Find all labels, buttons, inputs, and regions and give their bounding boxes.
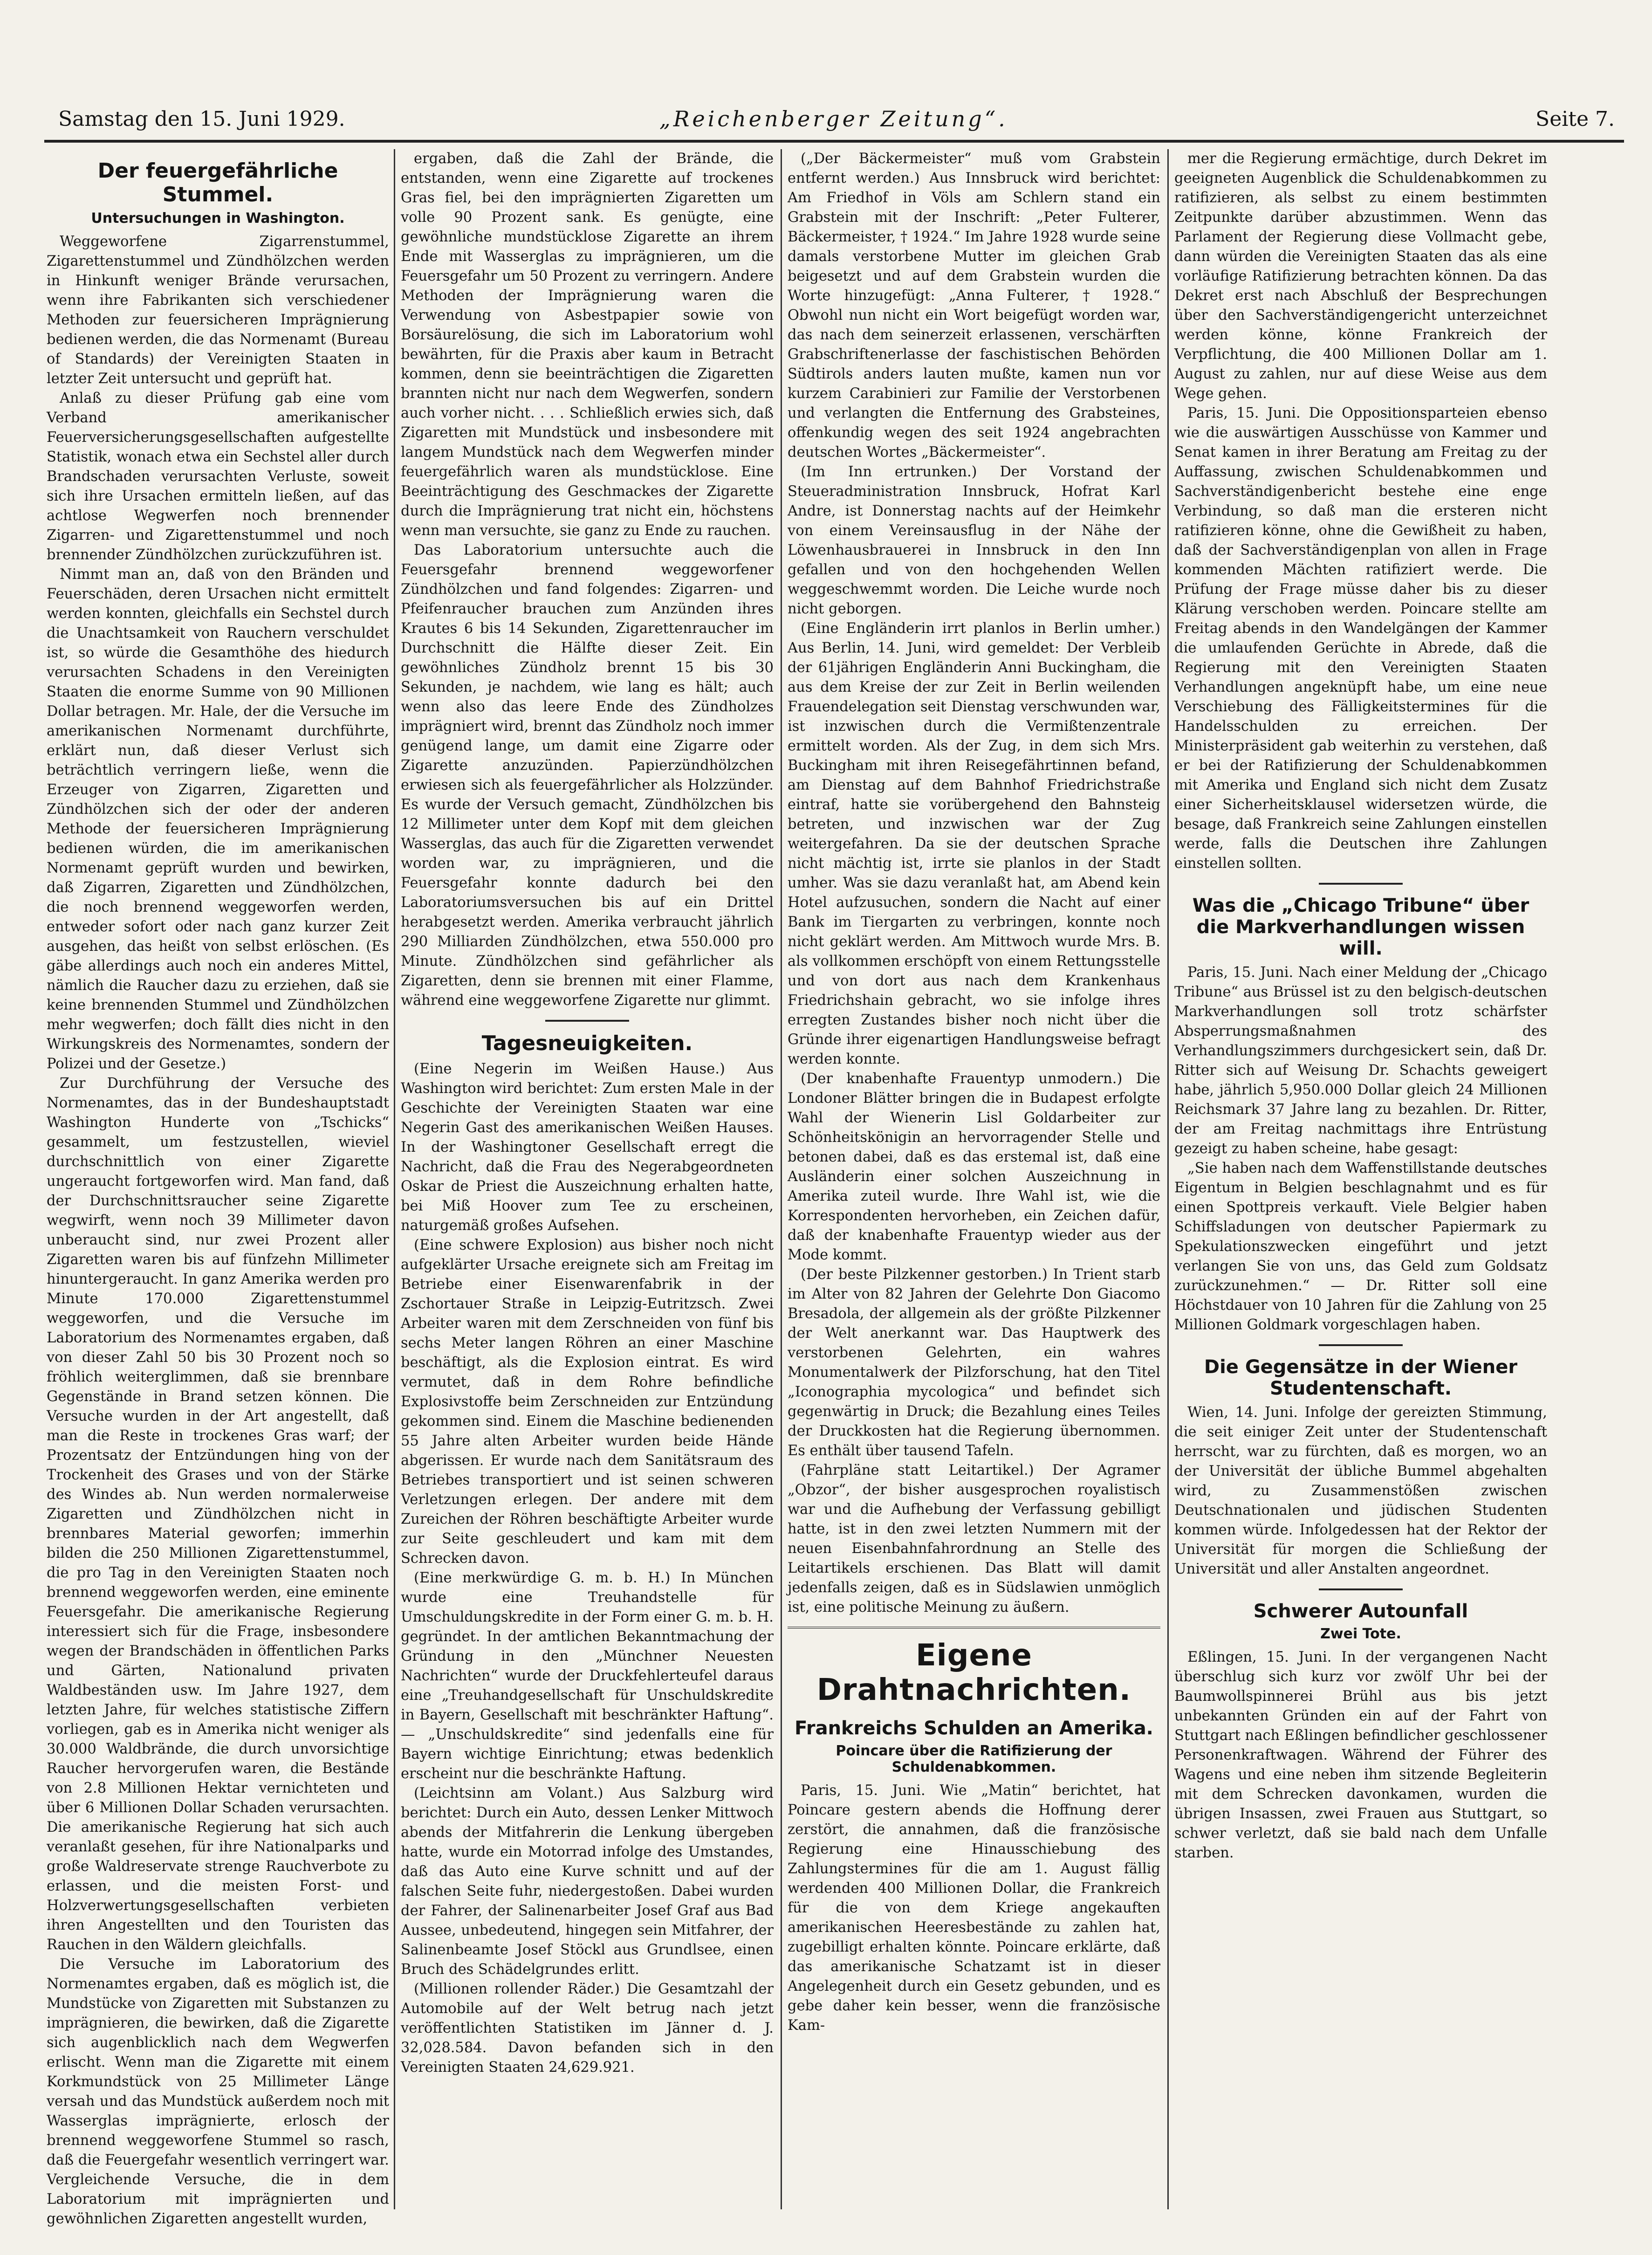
paragraph: „Sie haben nach dem Waffenstillstande deutsches Eigentum in Belgien beschlagnahmt und es für einen Spottpreis verkauft. Viele Belgier haben Schiffsladungen von deutscher Papiermark zu Spekulationszwecken eingeführt und jetzt verlangen Sie von uns, das Geld zum Goldsatz zurückzunehmen.“ — Dr. Ritter soll eine Höchstdauer von 10 Jahren für die Zahlung von 25 Millionen Goldmark vorgeschlagen haben. — [1174, 1160, 1547, 1333]
header-newspaper-name: „Reichenberger Zeitung“. — [659, 106, 1008, 131]
paragraph: Das Laboratorium untersuchte auch die Feuersgefahr brennend weggeworfener Zündhölzchen und fand folgendes: Zigarren- und Pfeifenraucher brauchen zum Anzünden ihres Krautes 6 bis 14 Sekunden, Zigarettenraucher im Durchschnitt die Hälfte dieser Zeit. Ein gewöhnliches Zündholz brennt 15 bis 30 Sekunden, je nachdem, wie lang es hält; auch wenn also das leere Ende des Zündholzes imprägniert wird, brennt das Zündholz noch immer genügend lange, um damit eine Zigarre oder Zigarette anzuzünden. Papierzündhölzchen erwiesen sich als feuergefährlicher als Holzzünder. Es wurde der Versuch gemacht, Zündhölzchen bis 12 Millimeter unter dem Kopf mit dem gleichen Wasserglas, das auch für die Zigaretten verwendet worden war, zu imprägnieren, und die Feuersgefahr konnte dadurch bei den Laboratoriumsversuchen bis auf ein Drittel herabgesetzt werden. Amerika verbraucht jährlich 290 Milliarden Zündhölzchen, etwa 550.000 pro Minute. Zündhölzchen sind gefährlicher als Zigaretten, denn sie brennen mit einer Flamme, während eine weggeworfene Zigarette nur glimmt. — [401, 542, 774, 1009]
column-4 — [1174, 149, 1547, 2214]
article-subtitle: Poincare über die Ratifizierung der Schuldenabkommen. — [836, 1743, 1112, 1776]
column-divider — [394, 149, 395, 2209]
article-subtitle: Untersuchungen in Washington. — [91, 210, 345, 227]
news-item: (Leichtsinn am Volant.) Aus Salzburg wird berichtet: Durch ein Auto, dessen Lenker Mittwoch abends der Mitfahrerin die Lenkung übergeben hatte, wurde ein Motorrad infolge des Umstandes, daß das Auto eine Kurve schnitt und auf der falschen Seite fuhr, niedergestoßen. Dabei wurden der Fahrer, der Salinenarbeiter Josef Graf aus Bad Aussee, unbedeutend, hingegen sein Mitfahrer, der Salinenbeamte Josef Stöckl aus Grundlsee, einen Bruch des Schädelgrundes erlitt. — [401, 1785, 774, 1978]
column-divider — [781, 149, 782, 2209]
article-title: Schwerer Autounfall — [1253, 1601, 1468, 1622]
section-banner: Eigene Drahtnachrichten. — [816, 1638, 1131, 1707]
news-item: (Im Inn ertrunken.) Der Vorstand der Steueradministration Innsbruck, Hofrat Karl Andre, ist Donnerstag nachts auf der Heimkehr von einem Vereinsausflug in der Nähe der Löwenhausbrauerei in Innsbruck in den Inn gefallen und von den hochgehenden Wellen weggeschwemmt worden. Die Leiche wurde noch nicht geborgen. — [788, 464, 1160, 617]
section-separator — [788, 1627, 1160, 1629]
news-item: (Fahrpläne statt Leitartikel.) Der Agramer „Obzor“, der bisher ausgesprochen royalistisch war und die Aufhebung der Verfassung gebilligt hatte, ist in den zwei letzten Nummern mit der neuen Eisenbahnfahrordnung an Stelle des Leitartikels erschienen. Das Blatt will damit jedenfalls zeigen, daß es in Südslawien unmöglich ist, eine politische Meinung zu äußern. — [788, 1462, 1160, 1616]
news-item: (Eine merkwürdige G. m. b. H.) In München wurde eine Treuhandstelle für Umschuldungskredite in der Form einer G. m. b. H. gegründet. In der amtlichen Bekanntmachung der Gründung in den „Münchner Neuesten Nachrichten“ wurde der Druckfehlerteufel daraus eine „Treuhandgesellschaft für Unschuldskredite in Bayern, Gesellschaft mit beschränkter Haftung“. — „Unschuldskredite“ sind jedenfalls eine für Bayern wichtige Einrichtung; etwas bedenklich erscheint nur die beschränkte Haftung. — [401, 1569, 774, 1782]
paragraph: Wien, 14. Juni. Infolge der gereizten Stimmung, die seit einiger Zeit unter der Studentenschaft herrscht, war zu fürchten, daß es morgen, wo an der Universität der übliche Bummel abgehalten wird, zu Zusammenstößen zwischen Deutschnationalen und jüdischen Studenten kommen würde. Infolgedessen hat der Rektor der Universität für morgen die Schließung der Universität und aller Anstalten angeordnet. — [1174, 1404, 1547, 1577]
column-2 — [401, 149, 774, 2214]
article-title: Frankreichs Schulden an Amerika. — [795, 1718, 1153, 1739]
paragraph: Paris, 15. Juni. Nach einer Meldung der „Chicago Tribune“ aus Brüssel ist zu den belgisch-deutschen Markverhandlungen soll trotz schärfster Absperrungsmaßnahmen des Verhandlungszimmers durchgesickert sein, daß Dr. Ritter sich auf Weisung Dr. Schachts geweigert habe, jährlich 5,950.000 Dollar gleich 24 Millionen Reichsmark 37 Jahre lang zu bezahlen. Dr. Ritter, der am Freitag nachmittags ihre Entrüstung gezeigt zu haben scheine, habe gesagt: — [1174, 964, 1547, 1157]
paragraph: Die Versuche im Laboratorium des Normenamtes ergaben, daß es möglich ist, die Mundstücke von Zigaretten mit Substanzen zu imprägnieren, die bewirken, daß die Zigarette sich augenblicklich nach dem Wegwerfen erlischt. Wenn man die Zigarette mit einem Korkmundstück von 25 Millimeter Länge versah und das Mundstück außerdem noch mit Wasserglas imprägnierte, erlosch der brennend weggeworfene Stummel so rasch, daß die Feuergefahr wesentlich verringert war. Vergleichende Versuche, die in dem Laboratorium mit imprägnierten und gewöhnlichen Zigaretten angestellt wurden, — [47, 1956, 389, 2228]
article-title: Die Gegensätze in der Wiener Studentenschaft. — [1204, 1356, 1518, 1399]
paragraph: mer die Regierung ermächtige, durch Dekret im geeigneten Augenblick die Schuldenabkommen zu ratifizieren, als selbst zu einem bestimmten Zeitpunkte darüber abzustimmen. Wenn das Parlament der Regierung diese Vollmacht gebe, dann würden die Vereinigten Staaten das als eine vorläufige Ratifizierung betrachten können. Da das Dekret erst nach Abschluß der Besprechungen über den Sachverständigengericht unterzeichnet werden könne, könne Frankreich der Verpflichtung, die 400 Millionen Dollar am 1. August zu zahlen, nur auf diese Weise aus dem Wege gehen. — [1174, 151, 1547, 402]
paragraph: Nimmt man an, daß von den Bränden und Feuerschäden, deren Ursachen nicht ermittelt werden konnten, gleichfalls ein Sechstel durch die Unachtsamkeit von Rauchern verschuldet ist, so würde die Gesamthöhe des hiedurch verursachten Schadens in den Vereinigten Staaten die enorme Summe von 90 Millionen Dollar betragen. Mr. Hale, der die Versuche im amerikanischen Normenamt durchführte, erklärt nun, daß dieser Verlust sich beträchtlich verringern ließe, wenn die Erzeuger von Zigarren, Zigaretten und Zündhölzchen sich der oder der anderen Methode der feuersicheren Imprägnierung bedienen würden, die im amerikanischen Normenamt geprüft wurden und bewirken, daß Zigarren, Zigaretten und Zündhölzchen, die noch brennend weggeworfen werden, entweder sofort oder nach ganz kurzer Zeit ausgehen, das heißt von selbst erlöschen. (Es gäbe allerdings auch noch ein anderes Mittel, nämlich die Raucher dazu zu erziehen, daß sie keine brennenden Stummel und Zündhölzchen mehr wegwerfen; doch fällt dies nicht in den Wirkungskreis des Normenamtes, sondern der Polizei und der Gesetze.) — [47, 566, 389, 1072]
article-title: Der feuergefährliche Stummel. — [97, 159, 338, 206]
paragraph: Weggeworfene Zigarrenstummel, Zigarettenstummel und Zündhölzchen werden in Hinkunft weniger Brände verursachen, wenn ihre Fabrikanten sich verschiedener Methoden zur feuersicheren Imprägnierung bedienen werden, die das Normenamt (Bureau of Standards) der Vereinigten Staaten in letzter Zeit untersucht und geprüft hat. — [47, 234, 389, 387]
news-item: (Der beste Pilzkenner gestorben.) In Trient starb im Alter von 82 Jahren der Gelehrte Don Giacomo Bresadola, der allgemein als der größte Pilzkenner der Welt anerkannt war. Das Hauptwerk des verstorbenen Gelehrten, ein wahres Monumentalwerk der Pilzforschung, hat den Titel „Iconographia mycologica“ und befindet sich gegenwärtig in Druck; die Bezahlung eines Teiles der Druckkosten hat die Regierung übernommen. Es enthält über tausend Tafeln. — [788, 1266, 1160, 1459]
section-separator — [1319, 1588, 1403, 1590]
article-subtitle: Zwei Tote. — [1320, 1626, 1401, 1642]
section-title: Tagesneuigkeiten. — [481, 1031, 693, 1055]
news-item: (Eine Negerin im Weißen Hause.) Aus Washington wird berichtet: Zum ersten Male in der Geschichte der Vereinigten Staaten war eine Negerin Gast des amerikanischen Weißen Hauses. In der Washingtoner Gesellschaft erregt die Nachricht, daß die Frau des Negerabgeordneten Oskar de Priest die Auszeichnung erhalten hatte, bei Miß Hoover zum Tee zu erscheinen, naturgemäß großes Aufsehen. — [401, 1060, 774, 1234]
header-date: Samstag den 15. Juni 1929. — [58, 107, 345, 131]
header-rule — [44, 140, 1624, 143]
header-page-number: Seite 7. — [1535, 107, 1615, 131]
page-header — [44, 103, 1624, 140]
paragraph: ergaben, daß die Zahl der Brände, die entstanden, wenn eine Zigarette auf trockenes Gras fiel, bei den imprägnierten Zigaretten um volle 90 Prozent sank. Es genügte, eine gewöhnliche mundstücklose Zigarette an ihrem Ende mit Wasserglas zu imprägnieren, um die Feuersgefahr um 50 Prozent zu verringern. Andere Methoden der Imprägnierung waren die Verwendung von Asbestpapier sowie von Borsäurelösung, die sich im Laboratorium wohl bewährten, für die Praxis aber kaum in Betracht kommen, denn sie beeinträchtigen die Zigaretten brannten nicht nur nach dem Wegwerfen, sondern auch vorher nicht. . . . Schließlich erwies sich, daß Zigaretten mit Mundstück und insbesondere mit langem Mundstück nach dem Wegwerfen minder feuergefährlich waren als mundstücklose. Eine Beeinträchtigung des Geschmackes der Zigarette durch die Imprägnierung trat nicht ein, höchstens wenn man versuchte, sie ganz zu Ende zu rauchen. — [401, 151, 774, 539]
column-1 — [47, 149, 389, 2228]
paragraph: Zur Durchführung der Versuche des Normenamtes, das in der Bundeshauptstadt Washington Hunderte von „Tschicks“ gesammelt, um festzustellen, wieviel durchschnittlich von einer Zigarette ungeraucht fortgeworfen wird. Man fand, daß der Durchschnittsraucher seine Zigarette wegwirft, wenn noch 39 Millimeter davon unberaucht sind, nur zwei Prozent aller Zigaretten waren bis auf fünfzehn Millimeter hinuntergeraucht. In ganz Amerika werden pro Minute 170.000 Zigarettenstummel weggeworfen, und die Versuche im Laboratorium des Normenamtes ergaben, daß von dieser Zahl 50 bis 30 Prozent noch so fröhlich weiterglimmen, daß sie brennbare Gegenstände in Brand setzen können. Die Versuche wurden in der Art angestellt, daß man die Reste in trockenes Gras warf; der Prozentsatz der Entzündungen hing von der Trockenheit des Grases und von der Stärke des Windes ab. Nun werden normalerweise Zigaretten und Zündhölzchen nicht in brennbares Material geworfen; immerhin bilden die 250 Millionen Zigarettenstummel, die pro Tag in den Vereinigten Staaten noch brennend weggeworfen werden, eine eminente Feuersgefahr. Die amerikanische Regierung interessiert sich für die Frage, insbesondere wegen der Brandschäden in öffentlichen Parks und Gärten, Nationalund privaten Waldbeständen usw. Im Jahre 1927, dem letzten Jahre, für welches statistische Ziffern vorliegen, gab es in Amerika nicht weniger als 30.000 Waldbrände, die durch unvorsichtige Raucher hervorgerufen waren, die Bestände von 2.8 Millionen Hektar vernichteten und über 6 Millionen Dollar Schaden verursachten. Die amerikanische Regierung hat sich auch veranlaßt gesehen, für ihre Nationalparks und große Waldreservate strenge Rauchverbote zu erlassen, und die meisten Forst- und Holzverwertungsgesellschaften verbieten ihren Angestellten und den Touristen das Rauchen in den Wäldern gleichfalls. — [47, 1075, 389, 1953]
section-separator — [1319, 883, 1403, 885]
news-item: (Millionen rollender Räder.) Die Gesamtzahl der Automobile auf der Welt betrug nach jetzt veröffentlichten Statistiken im Jänner d. J. 32,028.584. Davon befanden sich in den Vereinigten Staaten 24,629.921. — [401, 1980, 774, 2076]
paragraph: Paris, 15. Juni. Wie „Matin“ berichtet, hat Poincare gestern abends die Hoffnung derer zerstört, die annahmen, daß die französische Regierung eine Hinausschiebung des Zahlungstermines für die am 1. August fällig werdenden 400 Millionen Dollar, die Frankreich für die von dem Kriege angekauften amerikanischen Heeresbestände zu zahlen hat, zugebilligt erhalten könnte. Poincare erklärte, daß das amerikanische Schatzamt ist in dieser Angelegenheit durch ein Gesetz gebunden, und es gebe daher kein besser, wenn die französische Kam- — [788, 1782, 1160, 2034]
news-item: („Der Bäckermeister“ muß vom Grabstein entfernt werden.) Aus Innsbruck wird berichtet: Am Friedhof in Völs am Schlern stand ein Grabstein mit der Inschrift: „Peter Fulterer, Bäckermeister, † 1924.“ Im Jahre 1928 wurde seine damals verstorbene Mutter im gleichen Grab beigesetzt und auf dem Grabstein wurden die Worte hinzugefügt: „Anna Fulterer, † 1928.“ Obwohl nun nicht ein Wort beigefügt worden war, das nach dem seinerzeit erlassenen, verschärften Grabschriftenerlasse der faschistischen Behörden Südtirols anders lauten mußte, kamen nun vor kurzem Carabinieri zur Familie der Verstorbenen und verlangten die Entfernung des Grabsteines, offenkundig wegen des seit 1924 angebrachten deutschen Wortes „Bäckermeister“. — [788, 151, 1160, 461]
news-item: (Eine Engländerin irrt planlos in Berlin umher.) Aus Berlin, 14. Juni, wird gemeldet: Der Verbleib der 61jährigen Engländerin Anni Buckingham, die aus dem Kreise der zur Zeit in Berlin weilenden Frauendelegation seit Dienstag verschwunden war, ist inzwischen durch die Vermißtenzentrale ermittelt worden. Als der Zug, in dem sich Mrs. Buckingham mit ihren Reisegefährtinnen befand, am Dienstag auf dem Bahnhof Friedrichstraße eintraf, hatte sie vorübergehend den Bahnsteig betreten, und inzwischen war der Zug weitergefahren. Da sie der deutschen Sprache nicht mächtig ist, irrte sie planlos in der Stadt umher. Was sie dazu veranlaßt hat, am Abend kein Hotel aufzusuchen, sondern die Nacht auf einer Bank im Tiergarten zu verbringen, konnte noch nicht geklärt werden. Am Mittwoch wurde Mrs. B. als vollkommen erschöpft von einem Rettungsstelle und von dort aus nach dem Krankenhaus Friedrichshain gebracht, wo sie infolge ihres erregten Zustandes bisher noch nicht über die Gründe ihrer eigenartigen Handlungsweise befragt werden konnte. — [788, 620, 1160, 1067]
column-3 — [788, 149, 1160, 2214]
paragraph: Anlaß zu dieser Prüfung gab eine vom Verband amerikanischer Feuerversicherungsgesellschaften aufgestellte Statistik, wonach etwa ein Sechstel aller durch Brandschaden verursachten Verluste, soweit sich ihre Ursachen ermitteln ließen, auf das achtlose Wegwerfen noch brennender Zigarren- und Zigarettenstummel und noch brennender Zündhölzchen zurückzuführen ist. — [47, 390, 389, 564]
paragraph: Eßlingen, 15. Juni. In der vergangenen Nacht überschlug sich kurz vor zwölf Uhr bei der Baumwollspinnerei Brühl aus bis jetzt unbekannten Gründen ein auf der Fahrt von Stuttgart nach Eßlingen befindlicher geschlossener Personenkraftwagen. Während der Führer des Wagens und eine neben ihm sitzende Begleiterin mit dem Schrecken davonkamen, wurden die übrigen Insassen, zwei Frauen aus Stuttgart, so schwer verletzt, daß sie bald nach dem Unfalle starben. — [1174, 1649, 1547, 1861]
news-item: (Der knabenhafte Frauentyp unmodern.) Die Londoner Blätter bringen die in Budapest erfolgte Wahl der Wienerin Lisl Goldarbeiter zur Schönheitskönigin an hervorragender Stelle und betonen dabei, daß es das erstemal ist, daß eine Ausländerin einer solchen Auszeichnung in Amerika zuteil wurde. Ihre Wahl ist, wie die Korrespondenten hervorheben, ein Zeichen dafür, daß der knabenhafte Frauentyp wieder aus der Mode kommt. — [788, 1071, 1160, 1263]
section-separator — [545, 1020, 629, 1022]
section-separator — [1319, 1344, 1403, 1346]
article-title: Was die „Chicago Tribune“ über die Markverhandlungen wissen will. — [1192, 895, 1529, 959]
news-item: (Eine schwere Explosion) aus bisher noch nicht aufgeklärter Ursache ereignete sich am Freitag im Betriebe einer Eisenwarenfabrik in der Zschortauer Straße in Leipzig-Eutritzsch. Zwei Arbeiter waren mit dem Zerschneiden von fünf bis sechs Meter langen Röhren an einer Maschine beschäftigt, als die Explosion eintrat. Es wird vermutet, daß in dem Rohre befindliche Explosivstoffe beim Zerschneiden zur Entzündung gekommen sind. Einem die Maschine bedienenden 55 Jahre alten Arbeiter wurden beide Hände abgerissen. Er wurde nach dem Sanitätsraum des Betriebes transportiert und ist seinen schweren Verletzungen erlegen. Der andere mit dem Zureichen der Röhren beschäftigte Arbeiter wurde zur Seite geschleudert und kam mit dem Schrecken davon. — [401, 1237, 774, 1567]
paragraph: Paris, 15. Juni. Die Oppositionsparteien ebenso wie die auswärtigen Ausschüsse von Kammer und Senat kamen in ihrer Beratung am Freitag zu der Auffassung, zwischen Schuldenabkommen und Sachverständigenbericht bestehe eine enge Verbindung, so daß man die ersteren nicht ratifizieren könne, ohne die Gewißheit zu haben, daß der Sachverständigenplan von allen in Frage kommenden Mächten ratifiziert werde. Die Prüfung der Frage müsse daher bis zu dieser Klärung verschoben werden. Poincare stellte am Freitag abends in den Wandelgängen der Kammer die umlaufenden Gerüchte in Abrede, daß die Regierung mit den Vereinigten Staaten Verhandlungen angeknüpft habe, um eine neue Verschiebung des Fälligkeitstermines für die Handelsschulden zu erreichen. Der Ministerpräsident gab weiterhin zu verstehen, daß er bei der Ratifizierung der Schuldenabkommen mit Amerika und England sich nicht dem Zusatz einer Sicherheitsklausel widersetzen würde, die besage, daß Frankreich seine Zahlungen einstellen werde, falls die Deutschen ihre Zahlungen einstellen sollten. — [1174, 405, 1547, 872]
column-divider — [1167, 149, 1169, 2209]
